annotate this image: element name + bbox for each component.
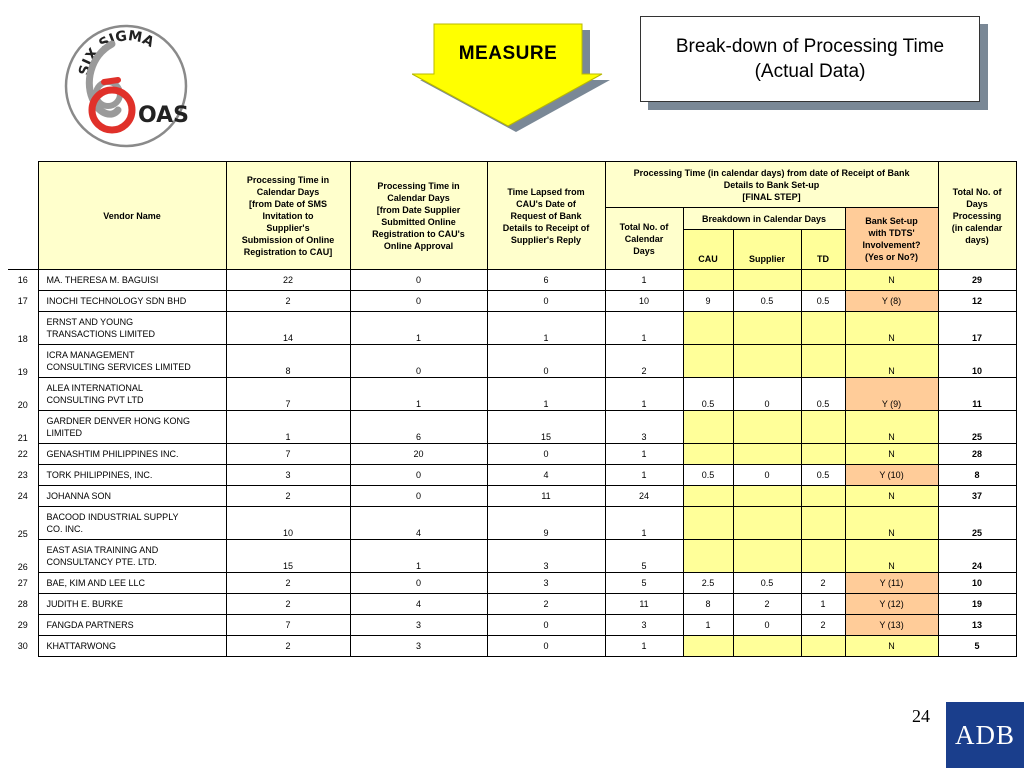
table-row (8, 270, 1016, 291)
supplier-breakdown-days (733, 411, 801, 444)
total-calendar-days: 24 (605, 486, 683, 507)
header-vendor: Vendor Name (38, 162, 226, 270)
total-calendar-days: 1 (605, 636, 683, 657)
cau-days (683, 444, 733, 465)
cau-days (683, 411, 733, 444)
table-row (8, 486, 1016, 507)
six-sigma-oas-logo (62, 22, 190, 150)
vendor-name-line: TORK PHILIPPINES, INC. (46, 470, 153, 480)
td-days (801, 507, 845, 540)
vendor-name-line: CONSULTING SERVICES LIMITED (46, 362, 191, 372)
row-number: 30 (17, 641, 28, 651)
vendor-name (38, 573, 226, 594)
vendor-name-line: CO. INC. (46, 524, 84, 534)
vendor-name (38, 291, 226, 312)
vendor-name (38, 465, 226, 486)
total-days: 25 (938, 507, 1016, 540)
vendor-name (38, 540, 226, 573)
bank-setup-flag: N (845, 486, 938, 507)
header-time-lapsed: Time Lapsed from CAU's Date of Request of Bank Details to Receipt of Supplier's Reply (487, 162, 605, 270)
lapsed-days: 1 (487, 312, 605, 345)
sms-days: 14 (226, 312, 350, 345)
vendor-name-line: ERNST AND YOUNG (46, 317, 134, 327)
total-calendar-days: 3 (605, 411, 683, 444)
row-number: 20 (17, 399, 28, 410)
cau-days (683, 507, 733, 540)
vendor-name-line: ALEA INTERNATIONAL (46, 383, 143, 393)
bank-setup-flag: N (845, 540, 938, 573)
lapsed-days: 4 (487, 465, 605, 486)
td-days (801, 486, 845, 507)
cau-days (683, 270, 733, 291)
row-number: 24 (17, 491, 28, 501)
vendor-name (38, 486, 226, 507)
table-row (8, 615, 1016, 636)
cau-days (683, 540, 733, 573)
supplier-days: 3 (350, 615, 487, 636)
vendor-name-line: ICRA MANAGEMENT (46, 350, 135, 360)
vendor-name (38, 636, 226, 657)
sms-days: 8 (226, 345, 350, 378)
header-bank-setup: Bank Set-up with TDTS' Involvement? (Yes or No?) (845, 208, 938, 270)
bank-setup-flag: Y (8) (845, 291, 938, 312)
supplier-breakdown-days (733, 345, 801, 378)
supplier-days: 0 (350, 270, 487, 291)
vendor-name (38, 270, 226, 291)
vendor-name-line: KHATTARWONG (46, 641, 116, 651)
total-days: 19 (938, 594, 1016, 615)
lapsed-days: 6 (487, 270, 605, 291)
lapsed-days: 15 (487, 411, 605, 444)
supplier-days: 1 (350, 540, 487, 573)
bank-setup-flag: N (845, 345, 938, 378)
total-days: 24 (938, 540, 1016, 573)
lapsed-days: 0 (487, 636, 605, 657)
td-days: 2 (801, 573, 845, 594)
total-calendar-days: 1 (605, 270, 683, 291)
bank-setup-flag: Y (13) (845, 615, 938, 636)
sms-days: 10 (226, 507, 350, 540)
bank-setup-flag: N (845, 507, 938, 540)
vendor-name-line: BACOOD INDUSTRIAL SUPPLY (46, 512, 179, 522)
supplier-breakdown-days (733, 636, 801, 657)
lapsed-days: 0 (487, 291, 605, 312)
vendor-name-line: GARDNER DENVER HONG KONG (46, 416, 191, 426)
vendor-name-line: FANGDA PARTNERS (46, 620, 134, 630)
td-days (801, 411, 845, 444)
td-days (801, 540, 845, 573)
td-days: 2 (801, 615, 845, 636)
sms-days: 2 (226, 594, 350, 615)
supplier-days: 3 (350, 636, 487, 657)
vendor-name (38, 507, 226, 540)
lapsed-days: 0 (487, 444, 605, 465)
lapsed-days: 11 (487, 486, 605, 507)
total-calendar-days: 10 (605, 291, 683, 312)
bank-setup-flag: Y (12) (845, 594, 938, 615)
total-calendar-days: 11 (605, 594, 683, 615)
row-number: 16 (17, 275, 28, 286)
supplier-days: 0 (350, 573, 487, 594)
row-number: 22 (17, 449, 28, 459)
vendor-name-line: JOHANNA SON (46, 491, 112, 501)
supplier-breakdown-days: 0.5 (733, 573, 801, 594)
page-number: 24 (912, 706, 930, 726)
sms-days: 1 (226, 411, 350, 444)
vendor-name (38, 615, 226, 636)
total-days: 29 (938, 270, 1016, 291)
cau-days (683, 486, 733, 507)
logo-bottom-text: OAS (138, 103, 189, 128)
vendor-name-line: CONSULTANCY PTE. LTD. (46, 557, 157, 567)
lapsed-days: 2 (487, 594, 605, 615)
row-number: 23 (17, 470, 28, 480)
vendor-name (38, 444, 226, 465)
table-row (8, 465, 1016, 486)
total-calendar-days: 2 (605, 345, 683, 378)
supplier-breakdown-days (733, 444, 801, 465)
sms-days: 2 (226, 636, 350, 657)
bank-setup-flag: N (845, 411, 938, 444)
lapsed-days: 9 (487, 507, 605, 540)
header-total-calendar-days: Total No. of Calendar Days (605, 208, 683, 270)
total-calendar-days: 1 (605, 444, 683, 465)
title-line-2: (Actual Data) (754, 61, 866, 82)
vendor-name-line: INOCHI TECHNOLOGY SDN BHD (46, 296, 187, 306)
bank-setup-flag: N (845, 312, 938, 345)
sms-days: 2 (226, 486, 350, 507)
cau-days: 0.5 (683, 378, 733, 411)
sms-days: 2 (226, 291, 350, 312)
vendor-name (38, 312, 226, 345)
supplier-days: 6 (350, 411, 487, 444)
vendor-name-line: GENASHTIM PHILIPPINES INC. (46, 449, 179, 459)
vendor-name (38, 411, 226, 444)
bank-setup-flag: N (845, 636, 938, 657)
measure-label: MEASURE (458, 43, 558, 64)
adb-logo: ADB (946, 702, 1024, 768)
sms-days: 7 (226, 378, 350, 411)
sms-days: 3 (226, 465, 350, 486)
total-days: 13 (938, 615, 1016, 636)
total-calendar-days: 1 (605, 465, 683, 486)
td-days: 0.5 (801, 378, 845, 411)
row-number: 18 (17, 333, 28, 344)
bank-setup-flag: Y (11) (845, 573, 938, 594)
total-calendar-days: 3 (605, 615, 683, 636)
td-days (801, 345, 845, 378)
supplier-breakdown-days (733, 270, 801, 291)
table-row (8, 291, 1016, 312)
supplier-days: 1 (350, 378, 487, 411)
td-days: 0.5 (801, 465, 845, 486)
table-row (8, 411, 1016, 444)
lapsed-days: 0 (487, 615, 605, 636)
lapsed-days: 3 (487, 540, 605, 573)
supplier-breakdown-days: 0 (733, 615, 801, 636)
row-number: 19 (17, 366, 28, 377)
vendor-name (38, 345, 226, 378)
table-row (8, 507, 1016, 540)
supplier-breakdown-days (733, 312, 801, 345)
lapsed-days: 3 (487, 573, 605, 594)
bank-setup-flag: N (845, 444, 938, 465)
lapsed-days: 0 (487, 345, 605, 378)
sms-days: 22 (226, 270, 350, 291)
td-days (801, 636, 845, 657)
table-row (8, 636, 1016, 657)
total-days: 17 (938, 312, 1016, 345)
row-number: 17 (17, 296, 28, 306)
total-days: 10 (938, 345, 1016, 378)
lapsed-days: 1 (487, 378, 605, 411)
supplier-days: 1 (350, 312, 487, 345)
td-days: 1 (801, 594, 845, 615)
vendor-name-line: JUDITH E. BURKE (46, 599, 124, 609)
table-row (8, 594, 1016, 615)
total-days: 12 (938, 291, 1016, 312)
cau-days (683, 345, 733, 378)
vendor-name-line: CONSULTING PVT LTD (46, 395, 144, 405)
header-total-days: Total No. of Days Processing (in calendar days) (938, 162, 1016, 270)
sms-days: 2 (226, 573, 350, 594)
logo-top-text: SIX SIGMA (76, 28, 157, 77)
cau-days: 2.5 (683, 573, 733, 594)
total-days: 37 (938, 486, 1016, 507)
total-days: 8 (938, 465, 1016, 486)
vendor-name-line: TRANSACTIONS LIMITED (46, 329, 156, 339)
td-days (801, 270, 845, 291)
total-calendar-days: 1 (605, 312, 683, 345)
supplier-breakdown-days (733, 540, 801, 573)
vendor-name-line: LIMITED (46, 428, 83, 438)
supplier-breakdown-days: 2 (733, 594, 801, 615)
table-row (8, 312, 1016, 345)
total-days: 28 (938, 444, 1016, 465)
supplier-days: 4 (350, 507, 487, 540)
total-days: 10 (938, 573, 1016, 594)
supplier-days: 4 (350, 594, 487, 615)
total-days: 5 (938, 636, 1016, 657)
table-row (8, 444, 1016, 465)
table-row (8, 573, 1016, 594)
row-number: 25 (17, 528, 28, 539)
bank-setup-flag: Y (9) (845, 378, 938, 411)
title-line-1: Break-down of Processing Time (675, 36, 945, 57)
cau-days: 8 (683, 594, 733, 615)
total-days: 25 (938, 411, 1016, 444)
vendor-name (38, 594, 226, 615)
sms-days: 7 (226, 444, 350, 465)
cau-days: 1 (683, 615, 733, 636)
header-breakdown: Breakdown in Calendar Days (683, 208, 845, 230)
row-number: 29 (17, 620, 28, 630)
total-calendar-days: 1 (605, 507, 683, 540)
cau-days: 9 (683, 291, 733, 312)
processing-time-table (8, 161, 1017, 657)
title-box (640, 16, 980, 102)
total-calendar-days: 5 (605, 540, 683, 573)
measure-arrow (412, 22, 612, 134)
table-row (8, 345, 1016, 378)
table-body (8, 270, 1016, 657)
supplier-breakdown-days (733, 486, 801, 507)
row-number: 27 (17, 578, 28, 588)
vendor-name-line: MA. THERESA M. BAGUISI (46, 275, 159, 285)
sms-days: 15 (226, 540, 350, 573)
total-calendar-days: 1 (605, 378, 683, 411)
supplier-breakdown-days: 0.5 (733, 291, 801, 312)
header-sms-processing: Processing Time in Calendar Days [from Date of SMS Invitation to Supplier's Submission of Online Registration to CAU] (226, 162, 350, 270)
supplier-breakdown-days: 0 (733, 465, 801, 486)
bank-setup-flag: N (845, 270, 938, 291)
vendor-name-line: EAST ASIA TRAINING AND (46, 545, 159, 555)
bank-setup-flag: Y (10) (845, 465, 938, 486)
row-number: 21 (17, 432, 28, 443)
supplier-days: 0 (350, 486, 487, 507)
cau-days (683, 636, 733, 657)
row-number: 28 (17, 599, 28, 609)
header-cau: CAU (683, 230, 733, 270)
header-bank-details-group: Processing Time (in calendar days) from date of Receipt of Bank Details to Bank Set-up [FINAL STEP] (605, 162, 938, 208)
row-number: 26 (17, 561, 28, 572)
header-supplier-processing: Processing Time in Calendar Days [from Date Supplier Submitted Online Registration to CAU's Online Approval (350, 162, 487, 270)
vendor-name-line: BAE, KIM AND LEE LLC (46, 578, 146, 588)
td-days: 0.5 (801, 291, 845, 312)
header-supplier: Supplier (733, 230, 801, 270)
supplier-breakdown-days: 0 (733, 378, 801, 411)
header-td: TD (801, 230, 845, 270)
supplier-days: 0 (350, 291, 487, 312)
sms-days: 7 (226, 615, 350, 636)
total-calendar-days: 5 (605, 573, 683, 594)
cau-days (683, 312, 733, 345)
cau-days: 0.5 (683, 465, 733, 486)
supplier-breakdown-days (733, 507, 801, 540)
supplier-days: 0 (350, 345, 487, 378)
table-row (8, 378, 1016, 411)
total-days: 11 (938, 378, 1016, 411)
td-days (801, 444, 845, 465)
table-row (8, 540, 1016, 573)
supplier-days: 20 (350, 444, 487, 465)
vendor-name (38, 378, 226, 411)
supplier-days: 0 (350, 465, 487, 486)
header-corner (8, 162, 38, 270)
td-days (801, 312, 845, 345)
